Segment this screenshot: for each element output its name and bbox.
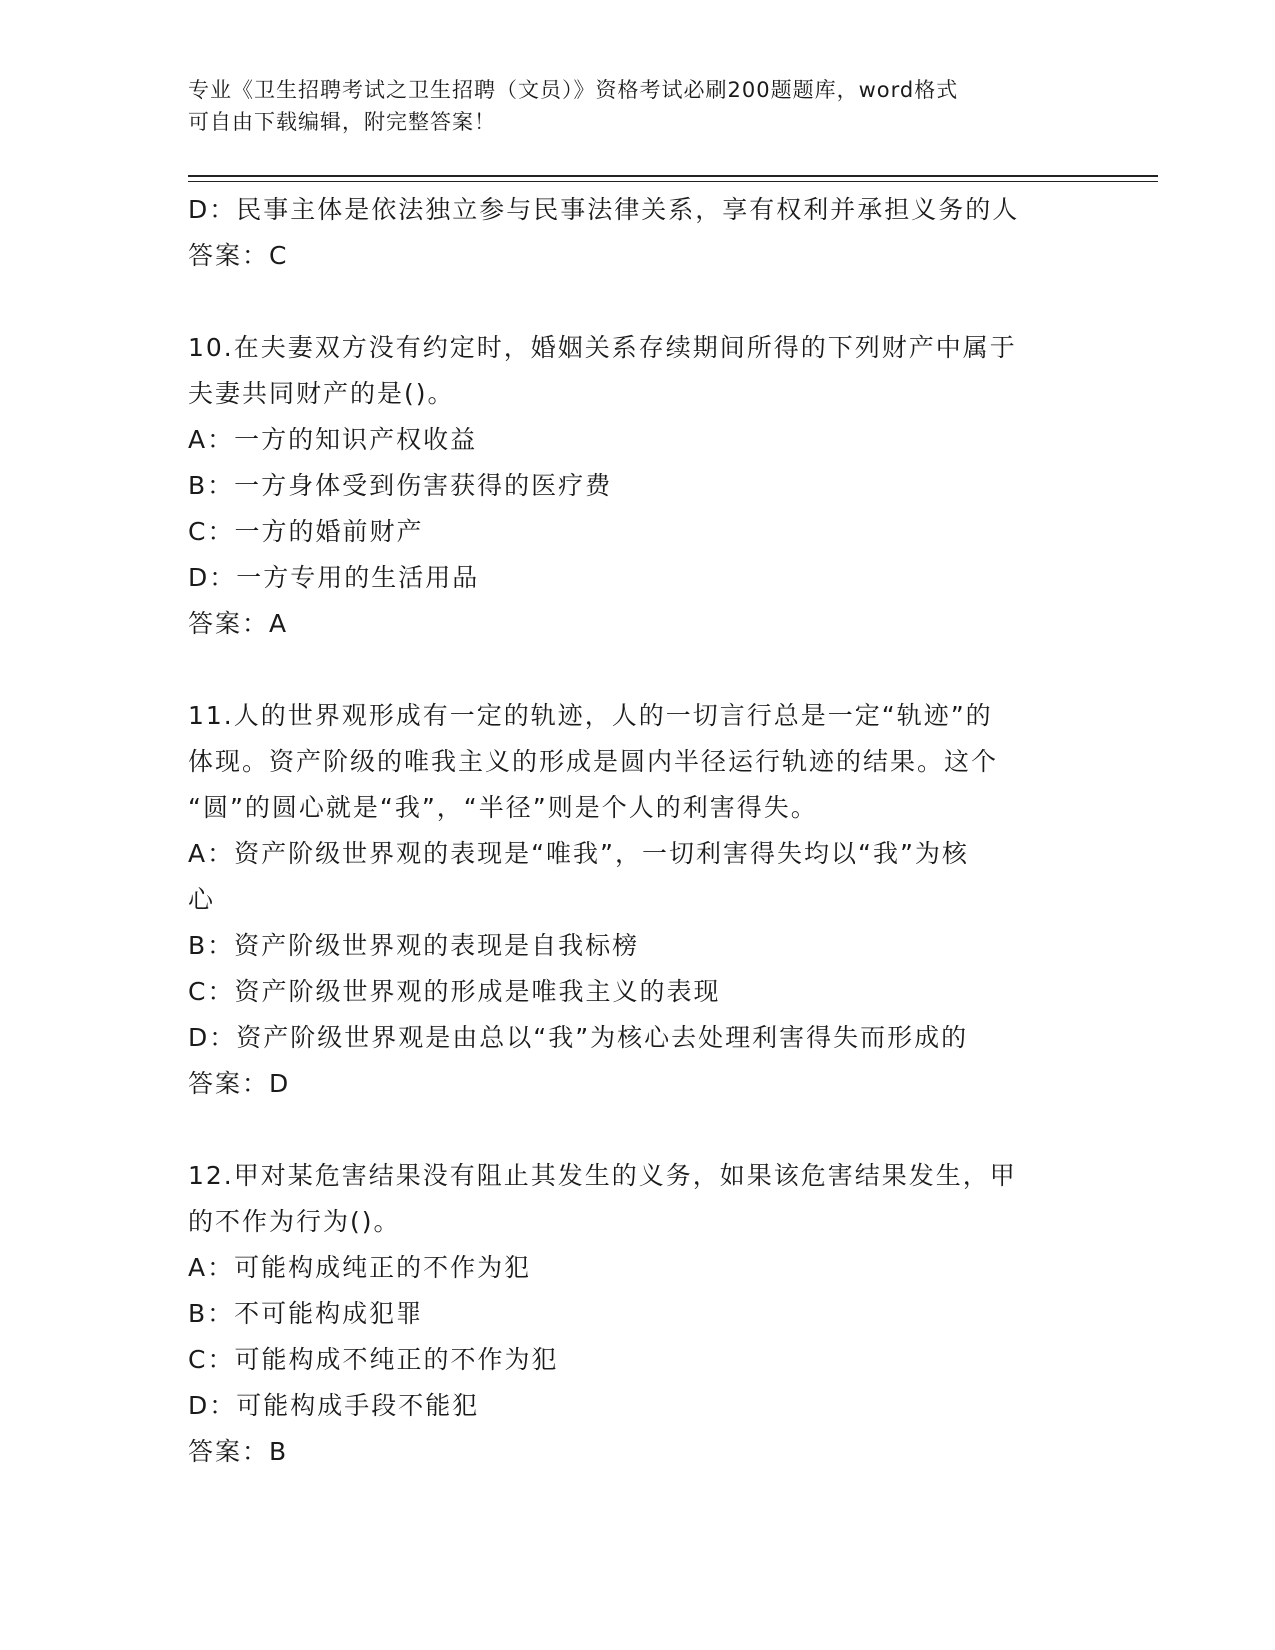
question-10-stem-line-1: 10.在夫妻双方没有约定时，婚姻关系存续期间所得的下列财产中属于 [188,333,1017,362]
question-11-answer: 答案：D [188,1069,291,1098]
question-11-stem-line-2: 体现。资产阶级的唯我主义的形成是圆内半径运行轨迹的结果。这个 [188,747,999,776]
question-11-stem-line-1: 11.人的世界观形成有一定的轨迹，人的一切言行总是一定“轨迹”的 [188,701,993,730]
question-10-option-b: B：一方身体受到伤害获得的医疗费 [188,471,613,500]
question-11-option-d: D：资产阶级世界观是由总以“我”为核心去处理利害得失而形成的 [188,1023,969,1052]
header-line-2: 可自由下载编辑，附完整答案！ [188,110,496,134]
question-11-option-b: B：资产阶级世界观的表现是自我标榜 [188,931,640,960]
question-11-stem-line-3: “圆”的圆心就是“我”，“半径”则是个人的利害得失。 [188,793,818,822]
header-rule-thin [188,181,1158,182]
spacer [188,647,1088,693]
spacer [188,1107,1088,1153]
prev-answer: 答案：C [188,241,289,270]
question-11-option-c: C：资产阶级世界观的形成是唯我主义的表现 [188,977,721,1006]
header-rule-thick [188,175,1158,177]
document-header [188,74,1088,138]
question-10-option-a: A：一方的知识产权收益 [188,425,478,454]
question-12-option-d: D：可能构成手段不能犯 [188,1391,480,1420]
question-12-option-c: C：可能构成不纯正的不作为犯 [188,1345,559,1374]
question-12-option-a: A：可能构成纯正的不作为犯 [188,1253,532,1282]
prev-option-d: D：民事主体是依法独立参与民事法律关系，享有权利并承担义务的人 [188,195,1020,224]
question-12-answer: 答案：B [188,1437,289,1466]
question-content [188,187,1088,1475]
question-12-stem-line-2: 的不作为行为()。 [188,1207,401,1236]
question-12-stem-line-1: 12.甲对某危害结果没有阻止其发生的义务，如果该危害结果发生，甲 [188,1161,1017,1190]
question-11-option-a-cont: 心 [188,885,216,914]
question-10-option-d: D：一方专用的生活用品 [188,563,480,592]
question-11-option-a: A：资产阶级世界观的表现是“唯我”，一切利害得失均以“我”为核 [188,839,969,868]
spacer [188,279,1088,325]
question-10-stem-line-2: 夫妻共同财产的是()。 [188,379,455,408]
header-line-1: 专业《卫生招聘考试之卫生招聘（文员）》资格考试必刷200题题库，word格式 [188,78,959,102]
question-10-option-c: C：一方的婚前财产 [188,517,424,546]
question-10-answer: 答案：A [188,609,289,638]
question-12-option-b: B：不可能构成犯罪 [188,1299,424,1328]
